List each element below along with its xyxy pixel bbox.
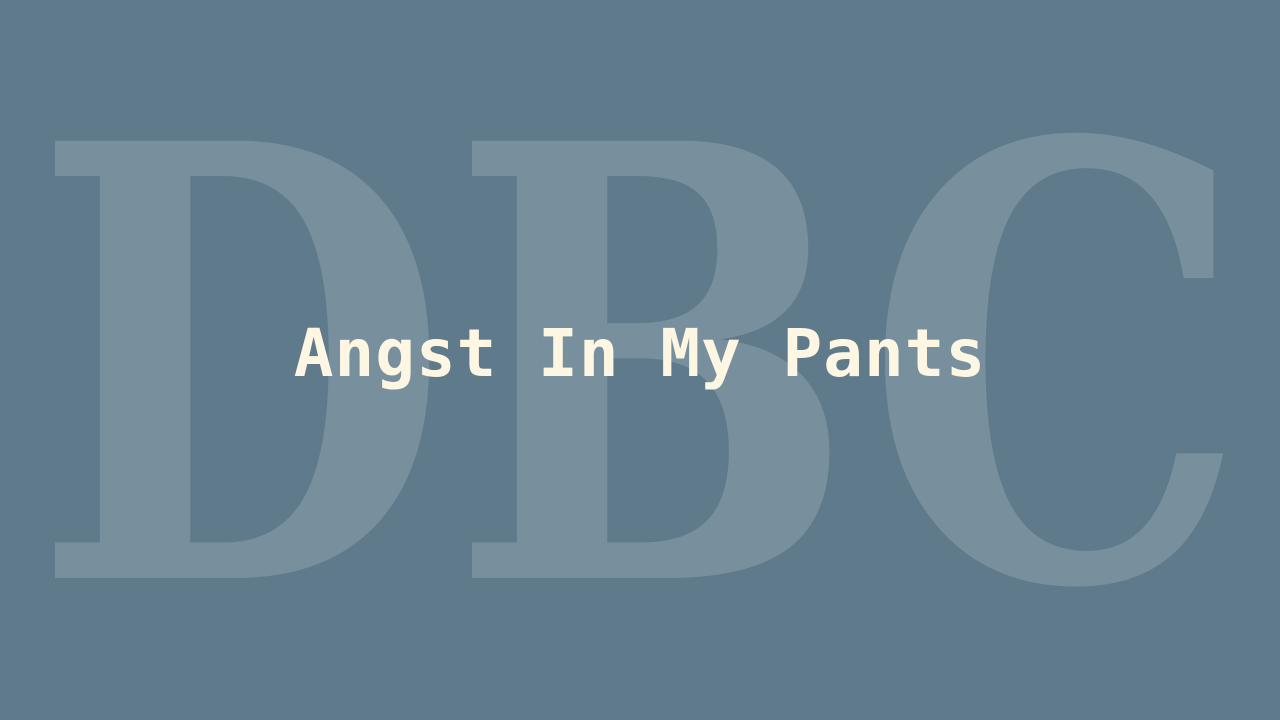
page-title: Angst In My Pants — [293, 315, 987, 392]
monogram-text: DBC — [32, 15, 1248, 720]
